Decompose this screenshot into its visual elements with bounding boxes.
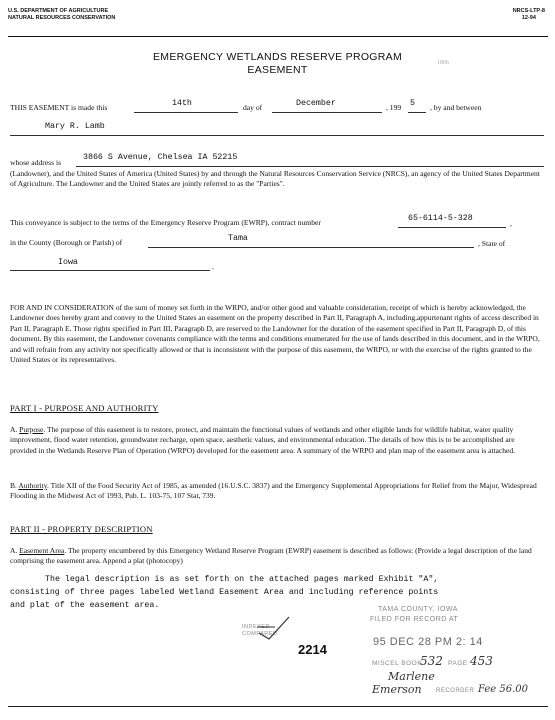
conveyance-prefix: This conveyance is subject to the terms of the Emergency Reserve Program (EWRP), contract number bbox=[10, 218, 321, 227]
form-number: NRCS-LTP-8 bbox=[512, 8, 545, 14]
address-underline bbox=[76, 166, 544, 167]
book-label: MISCEL BOOK bbox=[372, 660, 423, 667]
authority-label: B. bbox=[10, 481, 17, 490]
state-underline bbox=[10, 270, 210, 271]
easement-area-title: Easement Area bbox=[19, 546, 65, 555]
year-prefix: , 199 bbox=[386, 103, 402, 112]
day-underline bbox=[134, 112, 238, 113]
county-underline bbox=[148, 247, 474, 248]
landowner-address: 3866 S Avenue, Chelsea IA 52215 bbox=[83, 153, 238, 162]
page-label: PAGE bbox=[448, 660, 468, 667]
address-prefix: whose address is bbox=[10, 158, 62, 167]
easement-area-text: . The property encumbered by this Emergency Wetland Reserve Program (EWRP) easement is described as follows: (Provide a legal description of the land comprising the easement area. Append a plat (photocopy) bbox=[10, 546, 532, 566]
agency-line-2: NATURAL RESOURCES CONSERVATION bbox=[8, 14, 116, 21]
county-prefix: in the County (Borough or Parish) of bbox=[10, 238, 123, 247]
state-label: , State of bbox=[478, 239, 506, 248]
made-prefix: THIS EASEMENT is made this bbox=[10, 103, 108, 112]
check-mark-icon bbox=[255, 615, 291, 641]
part2-easement-area bbox=[10, 546, 542, 567]
recorder-signature: Emerson bbox=[372, 683, 422, 696]
parties-paragraph: (Landowner), and the United States of America (United States) by and through the Natural Resources Conservation Service (NRCS), an agency of the United States Department of Agriculture. The Landowner and the United States are jointly referred to as the "Parties". bbox=[10, 169, 540, 189]
legal-description-line-1: The legal description is as set forth on the attached pages marked Exhibit "A", bbox=[45, 575, 439, 584]
filed-stamp-line-1: TAMA COUNTY, IOWA bbox=[378, 606, 458, 613]
document-subtitle: EASEMENT bbox=[247, 64, 308, 76]
landowner-underline bbox=[10, 135, 544, 136]
part1-authority bbox=[10, 481, 542, 502]
authority-title: Authority bbox=[18, 481, 48, 490]
month-underline bbox=[272, 112, 382, 113]
part1-heading: PART I - PURPOSE AND AUTHORITY bbox=[10, 403, 159, 413]
legal-description-line-3: and plat of the easement area. bbox=[10, 601, 160, 610]
purpose-title: Purpose bbox=[19, 425, 44, 434]
contract-comma: , bbox=[510, 219, 512, 228]
easement-area-label: A. bbox=[10, 546, 18, 555]
compared-label: COMPARED bbox=[242, 631, 278, 637]
easement-month: December bbox=[296, 99, 336, 108]
state-period: . bbox=[212, 262, 214, 271]
record-number: 2214 bbox=[298, 642, 327, 657]
year-digit: 5 bbox=[410, 99, 415, 108]
day-of-label: day of bbox=[243, 103, 263, 112]
form-date: 12-94 bbox=[521, 14, 536, 21]
indexed-label: INDEXED bbox=[242, 624, 270, 630]
footer-rule bbox=[8, 706, 548, 707]
consideration-paragraph: FOR AND IN CONSIDERATION of the sum of money set forth in the WRPO, and/or other good and valuable consideration, receipt of which is hereby acknowledged, the Landowner does hereby grant and convey to the United States an easement on the property described in Part II, Paragraph A, including,appurtenant rights of access described in Part II, Paragraph E. Those rights specified in Part III, Paragraph D, are reserved to the Landowner for the duration of the easement specified in Part II, Paragraph D, of this document. By this easement, the Landowner covenants compliance with the terms and conditions enumerated for the use of lands described in this document, and in the WRPO, and will refrain from any activity not specifically allowed or that is inconsistent with the purpose of this easement, the WRPO, or with the exercise of the rights granted to the United States or its representatives. bbox=[10, 303, 540, 365]
document-title: EMERGENCY WETLANDS RESERVE PROGRAM bbox=[152, 51, 403, 63]
corner-mark: 1006 bbox=[437, 60, 449, 66]
state-name: Iowa bbox=[58, 258, 78, 267]
landowner-name: Mary R. Lamb bbox=[45, 122, 105, 131]
recorder-label: RECORDER bbox=[436, 688, 475, 694]
form-number-block bbox=[513, 8, 545, 21]
made-suffix: , by and between bbox=[430, 103, 482, 112]
page-number: 453 bbox=[470, 654, 493, 668]
year-underline bbox=[408, 112, 426, 113]
authority-text: . Title XII of the Food Security Act of 1985, as amended (16.U.S.C. 3837) and the Emergency Supplemental Appropriations for Relief from the Major, Widespread Flooding in the Midwest Act of 1993, Pub. L. 103-75, 107 Stat, 739. bbox=[10, 481, 537, 501]
header-rule bbox=[8, 36, 548, 37]
recording-fee: Fee 56.00 bbox=[478, 684, 529, 695]
contract-number: 65-6114-5-328 bbox=[408, 214, 473, 223]
book-number: 532 bbox=[420, 654, 443, 668]
easement-day: 14th bbox=[172, 99, 192, 108]
purpose-label: A. bbox=[10, 425, 18, 434]
handwritten-name: Marlene bbox=[388, 670, 435, 683]
part2-heading: PART II - PROPERTY DESCRIPTION bbox=[10, 524, 153, 534]
agency-line-1: U.S. DEPARTMENT OF AGRICULTURE bbox=[8, 8, 109, 14]
legal-description-line-2: consisting of three pages labeled Wetland Easement Area and including reference points bbox=[10, 588, 439, 597]
filed-datetime: 95 DEC 28 PM 2: 14 bbox=[373, 636, 483, 648]
part1-purpose bbox=[10, 425, 542, 456]
filed-stamp-line-2: FILED FOR RECORD AT bbox=[370, 616, 459, 623]
agency-name bbox=[8, 8, 115, 21]
purpose-text: . The purpose of this easement is to restore, protect, and maintain the functional values of wetlands and other eligible lands for wildlife habitat, water quality improvement, flood water retention, groundwater recharge, open space, aesthetic values, and environmental education. The details of how this is to be accomplished are provided in the Wetlands Reserve Plan of Operation (WRPO) developed for the easement area. A summary of the WRPO and plan map of the easement area is attached. bbox=[10, 425, 516, 455]
contract-underline bbox=[398, 227, 506, 228]
county-name: Tama bbox=[228, 234, 248, 243]
